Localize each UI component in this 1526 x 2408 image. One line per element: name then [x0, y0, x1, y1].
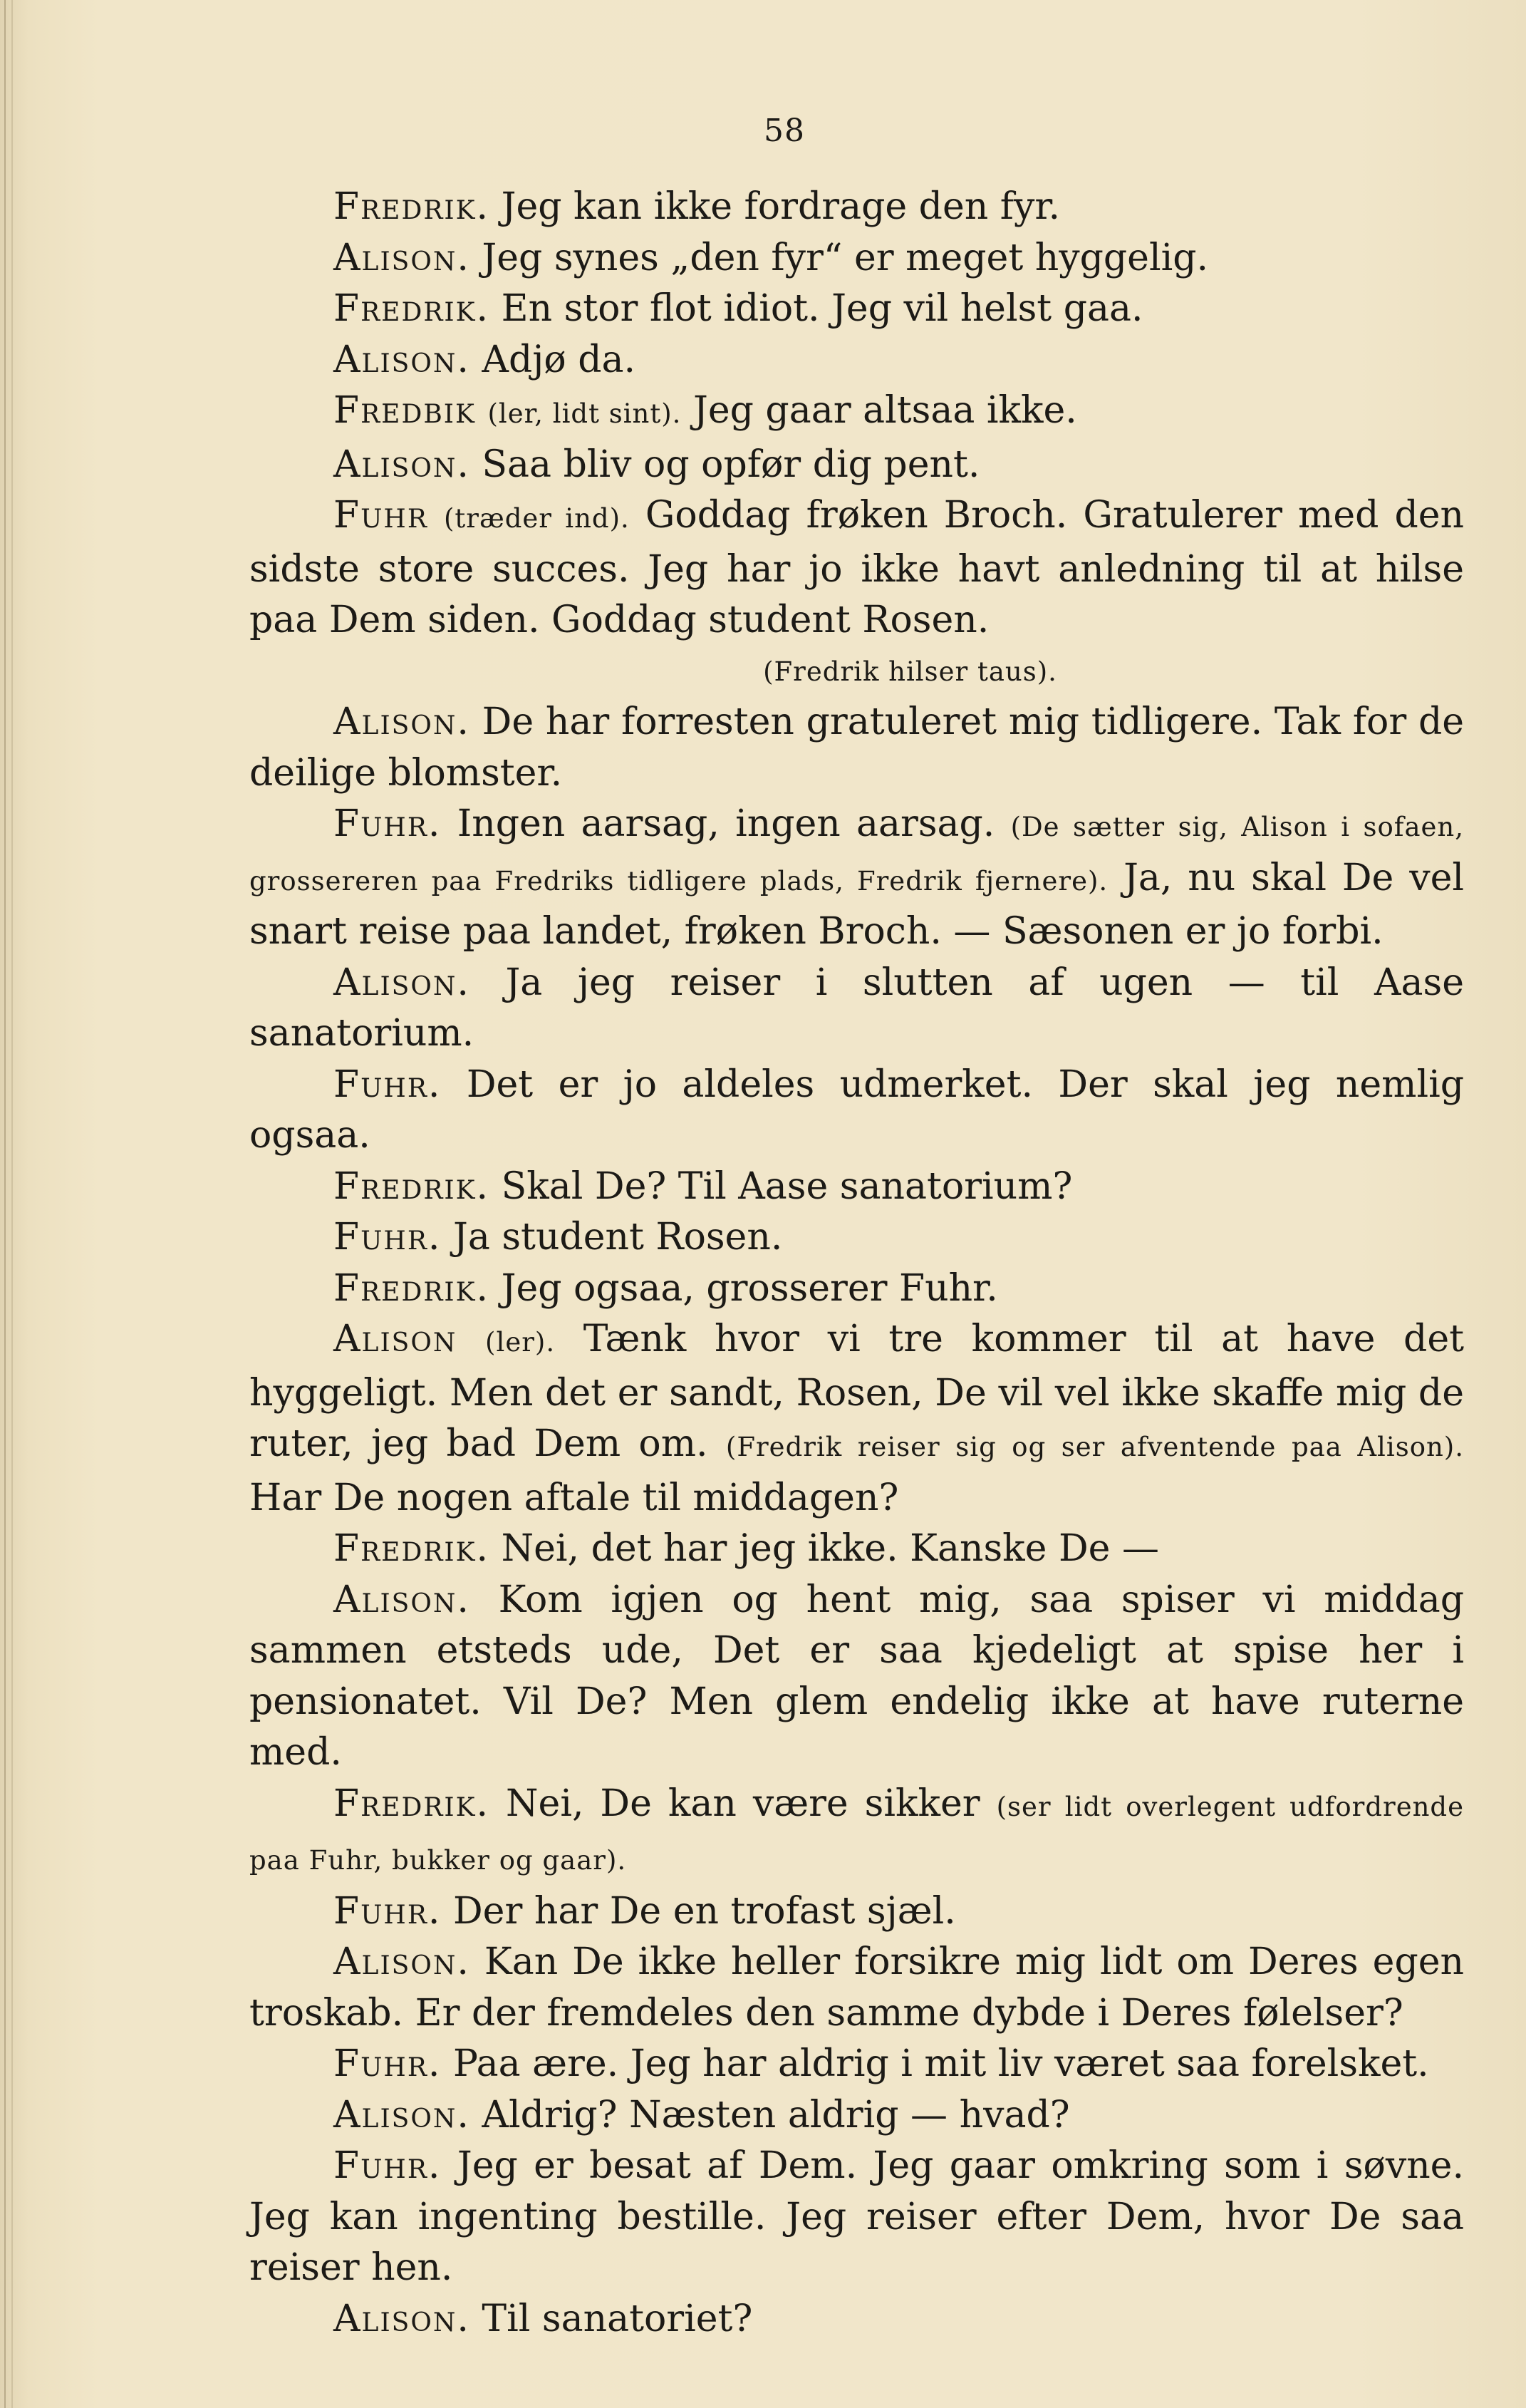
- speaker-name: Fuhr.: [333, 802, 442, 845]
- dialogue-line: [249, 958, 1464, 1060]
- dialogue-line: [249, 1575, 1464, 1779]
- dialogue-line: [249, 182, 1464, 233]
- dialogue-line: [249, 1886, 1464, 1938]
- stage-direction: (ler).: [485, 1327, 556, 1358]
- line-text: Jeg kan ikke fordrage den fyr.: [501, 185, 1061, 228]
- line-text: Jeg ogsaa, grosserer Fuhr.: [501, 1266, 998, 1310]
- dialogue-line: [249, 799, 1464, 958]
- line-text: Nei, De kan være sikker: [506, 1782, 980, 1825]
- speaker-name: Fredrik.: [333, 287, 490, 330]
- dialogue-line: [249, 440, 1464, 491]
- play-text: [249, 182, 1464, 2345]
- line-text: Ingen aarsag, ingen aarsag.: [457, 802, 995, 845]
- speaker-name: Fuhr.: [333, 1216, 442, 1259]
- line-text: Det er jo aldeles udmerket. Der skal jeg nemlig ogsaa.: [249, 1063, 1464, 1157]
- speaker-name: Fredrik.: [333, 1266, 490, 1310]
- line-text: Jeg gaar altsaa ikke.: [692, 389, 1077, 432]
- speaker-name: Alison.: [333, 1578, 470, 1621]
- line-text: Saa bliv og opfør dig pent.: [482, 443, 980, 486]
- line-text: De har forresten gratuleret mig tidligere. Tak for de deilige blomster.: [249, 701, 1465, 795]
- speaker-name: Fredrik.: [333, 1782, 490, 1825]
- stage-direction: (træder ind).: [443, 503, 630, 534]
- line-text: Ja, nu skal De vel snart reise paa landet, frøken Broch. — Sæsonen er jo forbi.: [249, 856, 1464, 953]
- line-text: Jeg synes „den fyr“ er meget hyggelig.: [482, 236, 1209, 279]
- dialogue-line: [249, 1937, 1464, 2039]
- line-text: Der har De en trofast sjæl.: [452, 1889, 956, 1933]
- speaker-name: Fredrik.: [333, 1164, 490, 1208]
- dialogue-line: [249, 284, 1464, 335]
- binding-edge-inner: [11, 0, 13, 2408]
- dialogue-line: [249, 1212, 1464, 1264]
- speaker-name: Alison.: [333, 2093, 470, 2136]
- stage-direction: (De sætter sig, Alison i sofaen, grossereren paa Fredriks tidligere plads, Fredrik fjernere).: [249, 812, 1465, 896]
- dialogue-line: [249, 697, 1464, 799]
- dialogue-line: [249, 490, 1464, 646]
- dialogue-line: [249, 1779, 1464, 1886]
- speaker-name: Alison.: [333, 236, 470, 279]
- speaker-name: Fredrik.: [333, 1527, 490, 1570]
- stage-direction: (ser lidt overlegent udfordrende paa Fuhr, bukker og gaar).: [249, 1791, 1465, 1876]
- line-text: Til sanatoriet?: [482, 2297, 753, 2340]
- dialogue-line: [249, 1524, 1464, 1575]
- speaker-name: Fuhr.: [333, 2042, 442, 2085]
- dialogue-line: [249, 1314, 1464, 1524]
- line-text: Kan De ikke heller forsikre mig lidt om Deres egen troskab. Er der fremdeles den samme dybde i Deres følelser?: [249, 1941, 1464, 2035]
- line-text: Nei, det har jeg ikke. Kanske De —: [501, 1527, 1159, 1570]
- stage-direction: (Fredrik reiser sig og ser afventende paa Alison).: [725, 1432, 1464, 1462]
- speaker-name: Alison.: [333, 338, 470, 381]
- speaker-name: Fuhr.: [333, 2144, 442, 2187]
- speaker-name: Fuhr: [333, 494, 428, 537]
- speaker-name: Fredbik: [333, 389, 476, 432]
- line-text: Skal De? Til Aase sanatorium?: [501, 1164, 1073, 1208]
- dialogue-line: [249, 335, 1464, 386]
- dialogue-line: [249, 233, 1464, 284]
- binding-edge: [4, 0, 6, 2408]
- line-text: Paa ære. Jeg har aldrig i mit liv været saa forelsket.: [452, 2042, 1429, 2085]
- dialogue-line: [249, 386, 1464, 440]
- speaker-name: Alison.: [333, 2297, 470, 2340]
- stage-direction: (ler, lidt sint).: [487, 398, 682, 429]
- dialogue-line: [249, 2141, 1464, 2294]
- speaker-name: Alison.: [333, 961, 470, 1004]
- dialogue-line: [249, 1264, 1464, 1315]
- dialogue-line: [249, 2090, 1464, 2141]
- line-text: Har De nogen aftale til middagen?: [249, 1476, 899, 1519]
- line-text: En stor flot idiot. Jeg vil helst gaa.: [501, 287, 1143, 330]
- line-text: Jeg er besat af Dem. Jeg gaar omkring som i søvne. Jeg kan ingenting bestille. Jeg reiser efter Dem, hvor De saa reiser hen.: [249, 2144, 1464, 2289]
- line-text: Goddag frøken Broch. Gratulerer med den sidste store succes. Jeg har jo ikke havt anledning til at hilse paa Dem siden. Goddag student Rosen.: [249, 494, 1465, 641]
- speaker-name: Alison.: [333, 443, 470, 486]
- dialogue-line: [249, 1060, 1464, 1162]
- dialogue-line: [249, 1162, 1464, 1213]
- dialogue-line: [249, 2294, 1464, 2345]
- speaker-name: Alison: [333, 1318, 457, 1360]
- speaker-name: Fredrik.: [333, 185, 490, 228]
- speaker-name: Alison.: [333, 701, 470, 743]
- line-text: Ja student Rosen.: [452, 1216, 783, 1259]
- line-text: Kom igjen og hent mig, saa spiser vi middag sammen etsteds ude, Det er saa kjedeligt at spise her i pensionatet. Vil De? Men glem endelig ikke at have ruterne med.: [249, 1578, 1464, 1774]
- line-text: Adjø da.: [482, 338, 636, 381]
- line-text: Tænk hvor vi tre kommer til at have det hyggeligt. Men det er sandt, Rosen, De vil vel ikke skaffe mig de ruter, jeg bad Dem om.: [249, 1318, 1465, 1465]
- line-text: Ja jeg reiser i slutten af ugen — til Aase sanatorium.: [249, 961, 1465, 1055]
- speaker-name: Alison.: [333, 1941, 470, 1983]
- dialogue-line: [249, 2039, 1464, 2090]
- speaker-name: Fuhr.: [333, 1063, 442, 1106]
- stage-direction-line: (Fredrik hilser taus).: [763, 656, 1057, 687]
- line-text: Aldrig? Næsten aldrig — hvad?: [482, 2093, 1070, 2136]
- speaker-name: Fuhr.: [333, 1889, 442, 1933]
- page-number: 58: [764, 113, 805, 149]
